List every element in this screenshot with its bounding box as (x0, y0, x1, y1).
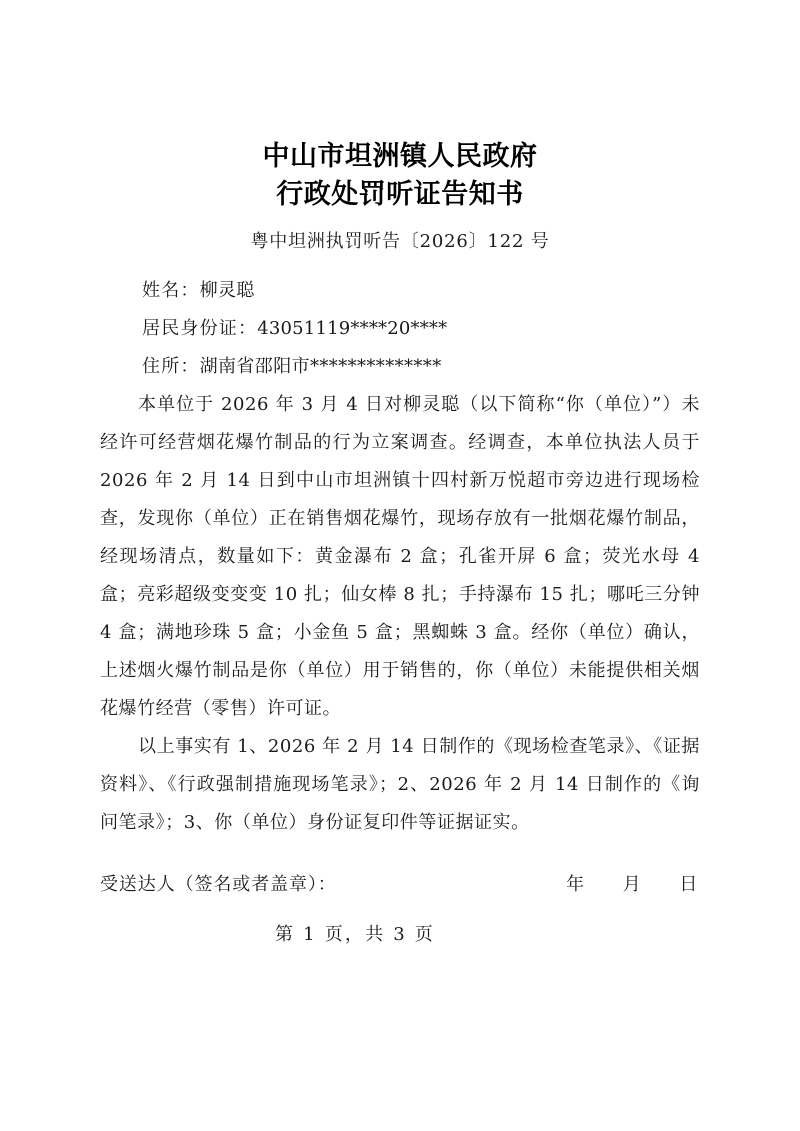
year-label: 年 (566, 874, 585, 895)
respondent-address-row (100, 348, 700, 386)
respondent-name-row (100, 272, 700, 310)
document-number: 粤中坦洲执罚听告〔2026〕122 号 (250, 231, 550, 252)
signature-row (0, 868, 800, 902)
respondent-id-label: 居民身份证： (142, 318, 258, 339)
day-label: 日 (679, 874, 698, 895)
respondent-address-label: 住所： (142, 356, 200, 377)
respondent-id-row (100, 310, 700, 348)
evidence-paragraph: 以上事实有 1、2026 年 2 月 14 日制作的《现场检查笔录》、《证据资料》、《行政强制措施现场笔录》；2、2026 年 2 月 14 日制作的《询问笔录》；3、你（单位）身份证复印件等证据证实。 (100, 736, 700, 833)
date-fields (566, 868, 700, 902)
receiver-signature-label: 受送达人（签名或者盖章）： (100, 874, 337, 895)
title-block (0, 138, 800, 256)
page-number-footer: 第 1 页，共 3 页 (275, 924, 435, 945)
respondent-id-value: 43051119****20**** (257, 318, 448, 339)
respondent-name-label: 姓名： (142, 280, 200, 301)
respondent-name-value: 柳灵聪 (199, 280, 255, 301)
respondent-address-value: 湖南省邵阳市************** (199, 356, 442, 377)
case-facts-paragraph: 本单位于 2026 年 3 月 4 日对柳灵聪（以下简称“你（单位）”）未经许可经营烟花爆竹制品的行为立案调查。经调查，本单位执法人员于 2026 年 2 月 14 日到中山市坦洲镇十四村新万悦超市旁边进行现场检查，发现你（单位）正在销售烟花爆竹，现场存放有一批烟花爆竹制品，经现场清点，数量如下：黄金瀑布 2 盒；孔雀开屏 6 盒；荧光水母 4 盒；亮彩超级变变变 10 扎；仙女棒 8 扎；手持瀑布 15 扎；哪吒三分钟 4 盒；满地珍珠 5 盒；小金鱼 5 盒；黑蜘蛛 3 盒。经你（单位）确认，上述烟火爆竹制品是你（单位）用于销售的，你（单位）未能提供相关烟花爆竹经营（零售）许可证。 (100, 394, 700, 719)
page-title-line-1: 中山市坦洲镇人民政府 (262, 141, 538, 172)
month-label: 月 (622, 874, 642, 895)
document-body (0, 272, 800, 842)
page-title-line-2: 行政处罚听证告知书 (276, 179, 524, 210)
